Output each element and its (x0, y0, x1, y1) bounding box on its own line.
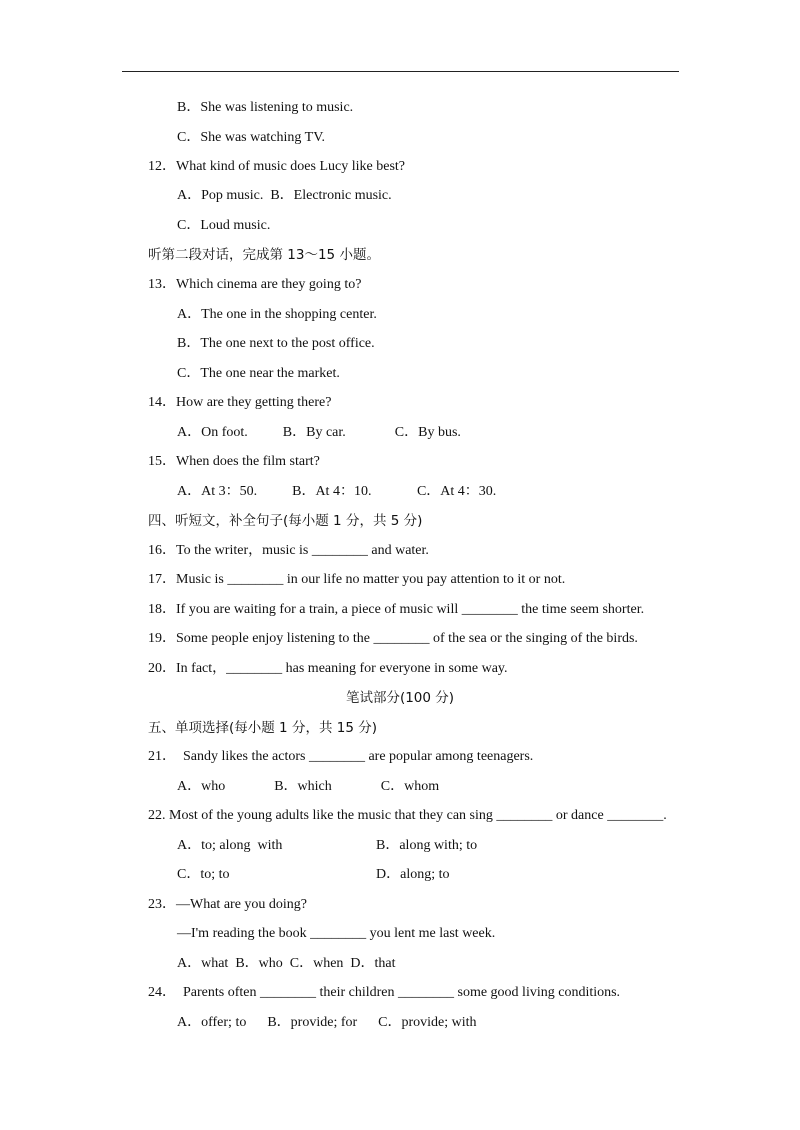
q11-option-c: C．She was watching TV. (177, 130, 326, 145)
q11-option-b: B．She was listening to music. (177, 100, 354, 115)
q15-options: A．At 3：50. B．At 4：10. C．At 4：30. (177, 484, 497, 499)
q13-option-c: C．The one near the market. (177, 366, 340, 381)
question-22: 22. Most of the young adults like the music that they can sing ________ or dance ________. (148, 808, 667, 823)
q21-options: A．who B．which C．whom (177, 779, 440, 794)
written-part-heading: 笔试部分(100 分) (345, 690, 455, 706)
q13-option-b: B．The one next to the post office. (177, 336, 375, 351)
question-21: 21． Sandy likes the actors ________ are popular among teenagers. (148, 749, 534, 764)
q12-option-c: C．Loud music. (177, 218, 271, 233)
question-15: 15．When does the film start? (148, 454, 320, 469)
q22-option-d: D．along; to (376, 867, 450, 882)
question-18: 18．If you are waiting for a train, a piece of music will ________ the time seem shorter. (148, 602, 645, 617)
section-instruction-13-15: 听第二段对话，完成第 13～15 小题。 (148, 247, 380, 263)
q23-options: A．what B．who C．when D．that (177, 956, 396, 971)
question-19: 19．Some people enjoy listening to the ________ of the sea or the singing of the birds. (148, 631, 638, 646)
q22-option-a: A．to; along with (177, 838, 283, 853)
q22-option-b: B．along with; to (376, 838, 478, 853)
q13-option-a: A．The one in the shopping center. (177, 307, 377, 322)
q24-options: A．offer; to B．provide; for C．provide; with (177, 1015, 477, 1030)
q12-options-ab: A．Pop music. B．Electronic music. (177, 188, 392, 203)
question-14: 14．How are they getting there? (148, 395, 332, 410)
q23-response: —I'm reading the book ________ you lent me last week. (177, 926, 496, 941)
question-12: 12．What kind of music does Lucy like best? (148, 159, 405, 174)
question-20: 20．In fact，________ has meaning for everyone in some way. (148, 661, 508, 676)
question-16: 16．To the writer，music is ________ and water. (148, 543, 429, 558)
question-13: 13．Which cinema are they going to? (148, 277, 362, 292)
q14-options: A．On foot. B．By car. C．By bus. (177, 425, 461, 440)
header-rule (122, 71, 679, 72)
question-17: 17．Music is ________ in our life no matter you pay attention to it or not. (148, 572, 566, 587)
q22-option-c: C．to; to (177, 867, 230, 882)
section-5-heading: 五、单项选择(每小题 1 分，共 15 分) (148, 720, 377, 736)
section-4-heading: 四、听短文，补全句子(每小题 1 分，共 5 分) (148, 513, 423, 529)
question-24: 24． Parents often ________ their children ________ some good living conditions. (148, 985, 621, 1000)
question-23: 23．—What are you doing? (148, 897, 308, 912)
